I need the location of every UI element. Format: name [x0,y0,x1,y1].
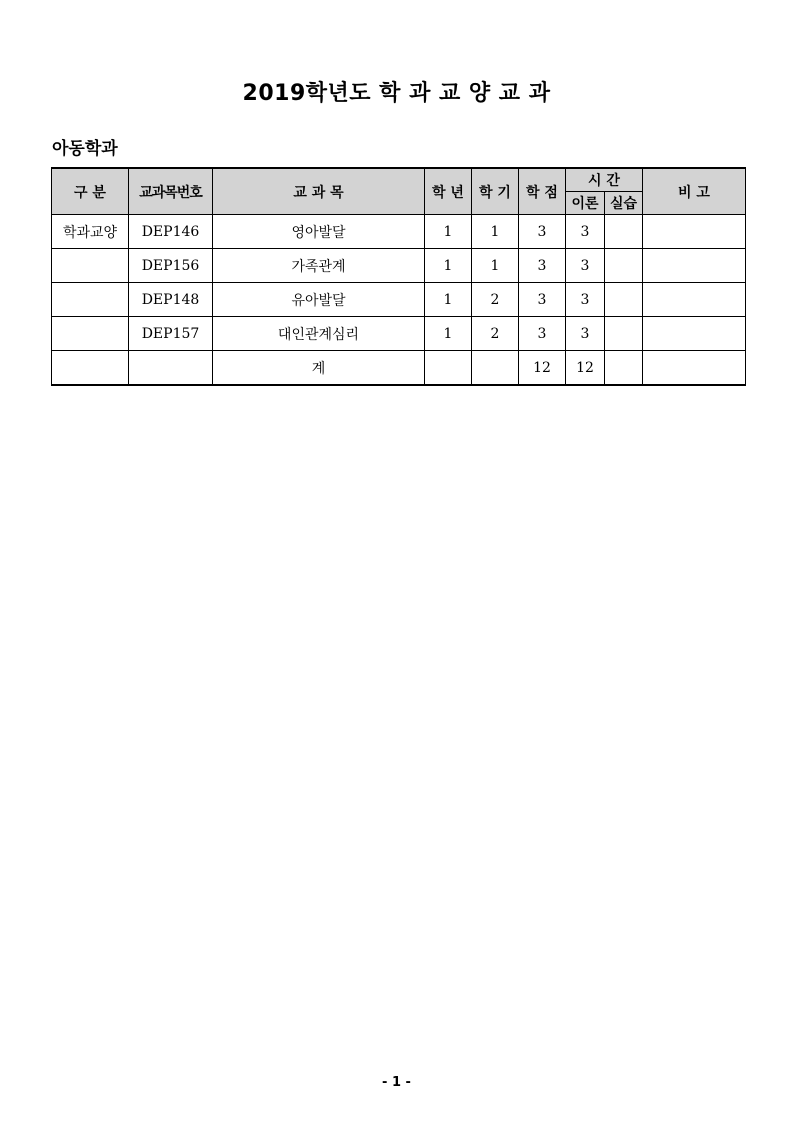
cell-semester: 1 [472,249,519,283]
cell-practice [605,215,643,249]
curriculum-table [51,167,746,386]
cell-remarks [643,215,746,249]
cell-semester [472,351,519,386]
cell-theory: 3 [566,215,605,249]
header-remarks: 비 고 [643,168,746,215]
table-row [52,317,746,351]
header-year: 학 년 [425,168,472,215]
cell-course-no: DEP146 [129,215,213,249]
total-label: 계 [213,351,425,386]
cell-course-no: DEP148 [129,283,213,317]
page-title: 2019학년도 학 과 교 양 교 과 [242,81,551,106]
cell-credits: 3 [519,283,566,317]
cell-course-no: DEP156 [129,249,213,283]
cell-practice [605,283,643,317]
cell-semester: 2 [472,317,519,351]
cell-year: 1 [425,249,472,283]
cell-course-no [129,351,213,386]
cell-course-name: 가족관계 [213,249,425,283]
table-row [52,283,746,317]
header-course-no: 교과목번호 [129,168,213,215]
department-title: 아동학과 [52,139,118,159]
cell-practice [605,317,643,351]
total-theory: 12 [566,351,605,386]
header-practice: 실습 [605,192,643,215]
cell-category [52,351,129,386]
cell-course-name: 대인관계심리 [213,317,425,351]
table-row [52,215,746,249]
header-category: 구 분 [52,168,129,215]
header-theory: 이론 [566,192,605,215]
cell-category [52,249,129,283]
table-row [52,249,746,283]
cell-remarks [643,283,746,317]
cell-credits: 3 [519,317,566,351]
cell-theory: 3 [566,283,605,317]
header-semester: 학 기 [472,168,519,215]
cell-semester: 1 [472,215,519,249]
total-credits: 12 [519,351,566,386]
cell-category: 학과교양 [52,215,129,249]
cell-year [425,351,472,386]
cell-credits: 3 [519,249,566,283]
cell-year: 1 [425,215,472,249]
cell-remarks [643,351,746,386]
cell-semester: 2 [472,283,519,317]
cell-course-name: 유아발달 [213,283,425,317]
cell-remarks [643,249,746,283]
header-credits: 학 점 [519,168,566,215]
header-hours: 시 간 [566,168,643,192]
table-header-row [52,168,746,192]
cell-theory: 3 [566,317,605,351]
page-number: - 1 - [382,1075,411,1090]
cell-course-no: DEP157 [129,317,213,351]
header-course-name: 교 과 목 [213,168,425,215]
cell-category [52,283,129,317]
cell-theory: 3 [566,249,605,283]
cell-practice [605,351,643,386]
cell-year: 1 [425,283,472,317]
cell-year: 1 [425,317,472,351]
table-total-row [52,351,746,386]
cell-credits: 3 [519,215,566,249]
cell-practice [605,249,643,283]
cell-course-name: 영아발달 [213,215,425,249]
cell-category [52,317,129,351]
cell-remarks [643,317,746,351]
